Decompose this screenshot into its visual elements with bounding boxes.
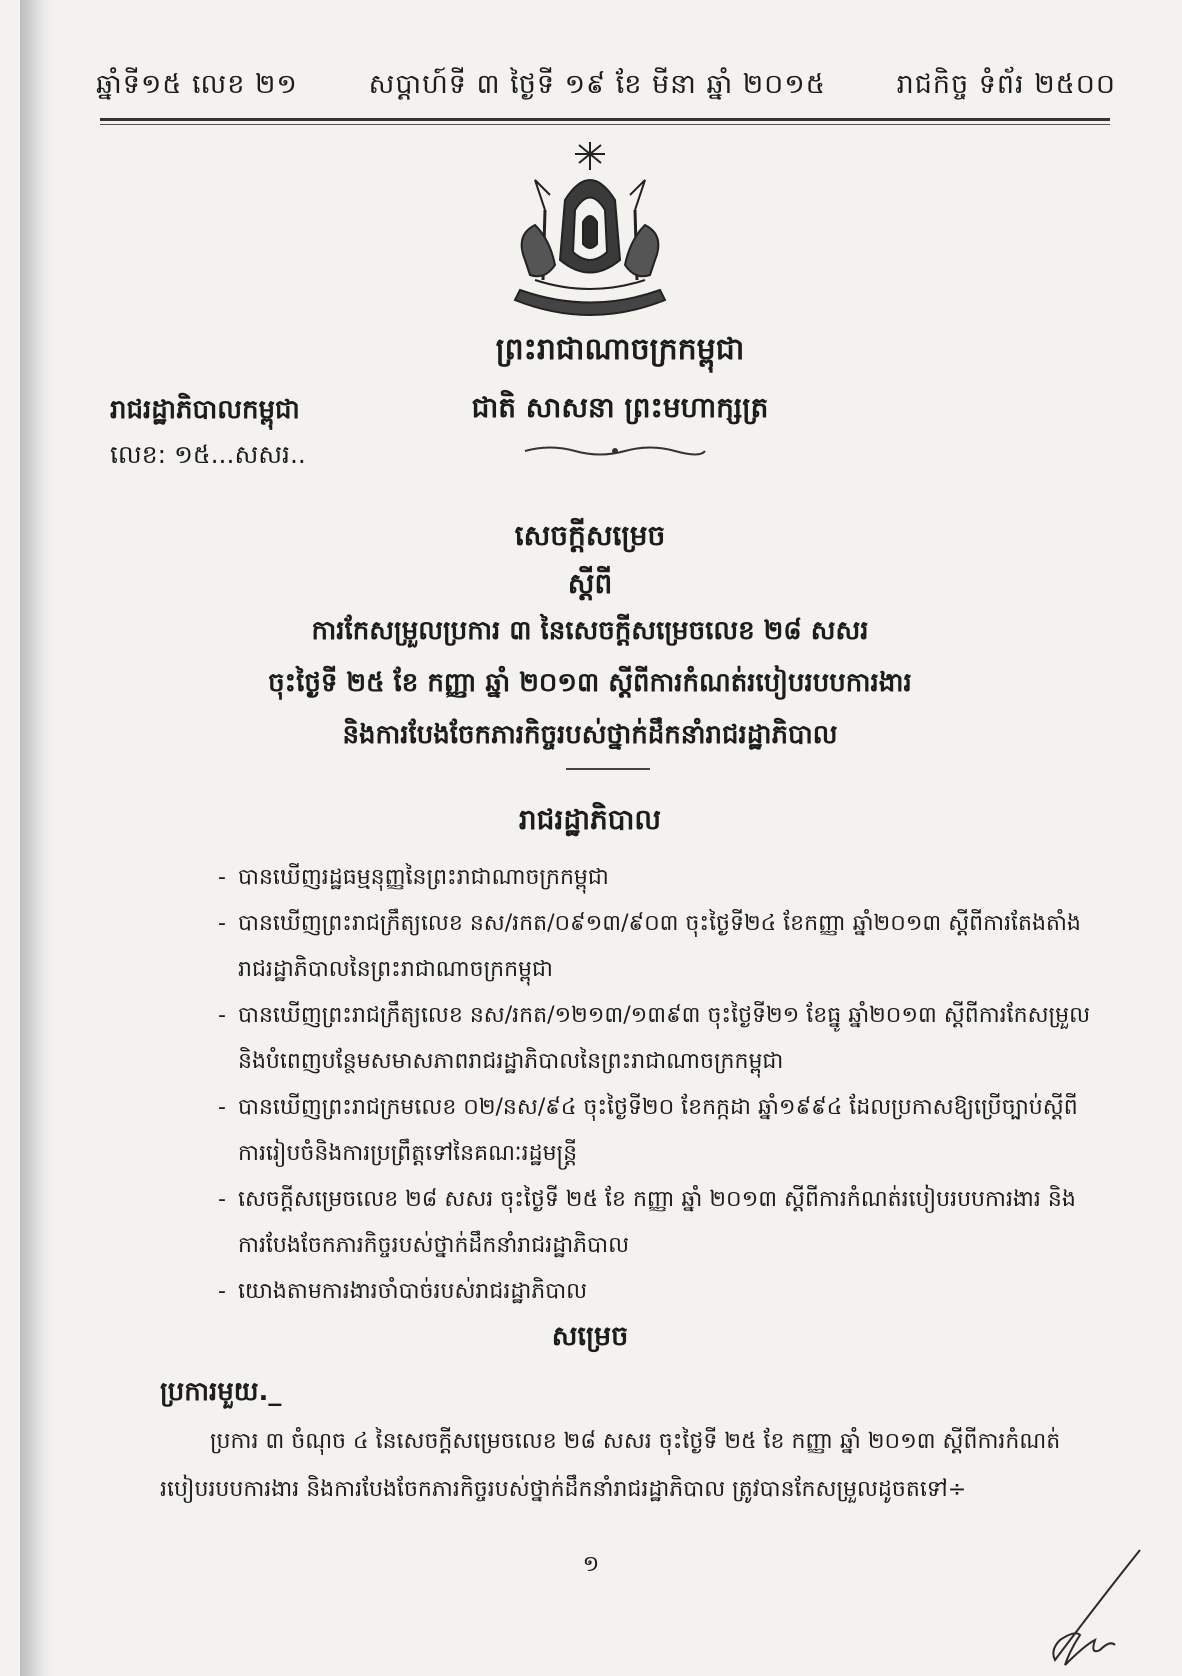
list-item: - បានឃើញព្រះរាជក្រឹត្យលេខ នស/រកត/១២១៣/១៣៩៣ ចុះថ្ងៃទី២១ ខែធ្នូ ឆ្នាំ២០១៣ ស្តីពីការកែសម្រួល និងបំពេញបន្ថែមសមាសភាពរាជរដ្ឋាភិបាលនៃព្រះរាជាណាចក្រកម្ពុជា xyxy=(218,1003,1091,1074)
scan-edge-shadow xyxy=(20,0,54,1676)
list-item: - បានឃើញរដ្ឋធម្មនុញ្ញនៃព្រះរាជាណាចក្រកម្ពុជា xyxy=(218,865,609,890)
article-body xyxy=(160,1418,1080,1514)
consideration-text: បានឃើញព្រះរាជក្រឹត្យលេខ នស/រកត/១២១៣/១៣៩៣ ចុះថ្ងៃទី២១ ខែធ្នូ ឆ្នាំ២០១៣ ស្តីពីការកែសម្រួល និងបំពេញបន្ថែមសមាសភាពរាជរដ្ឋាភិបាលនៃព្រះរាជាណាចក្រកម្ពុជា xyxy=(238,1003,1091,1074)
signature-mark-icon xyxy=(1030,1540,1160,1670)
page-number: ១ xyxy=(582,1552,600,1577)
article-heading: ប្រការមួយ._ xyxy=(160,1377,282,1407)
header-rule xyxy=(100,118,1110,121)
list-item: - បានឃើញព្រះរាជក្រឹត្យលេខ នស/រកត/០៩១៣/៩០៣ ចុះថ្ងៃទី២៤ ខែកញ្ញា ឆ្នាំ២០១៣ ស្តីពីការតែងតាំងរាជរដ្ឋាភិបាលនៃព្រះរាជាណាចក្រកម្ពុជា xyxy=(218,911,1081,982)
reference-number: លេខ: ១៥...សសរ.. xyxy=(110,440,306,469)
article-text: ប្រការ ៣ ចំណុច ៤ នៃសេចក្តីសម្រេចលេខ ២៨ សសរ ចុះថ្ងៃទី ២៥ ខែ កញ្ញា ឆ្នាំ ២០១៣ ស្តីពីការកំណត់របៀបរបបការងារ និងការបែងចែកភារកិច្ចរបស់ថ្នាក់ដឹកនាំរាជរដ្ឋាភិបាល ត្រូវបានកែសម្រួលដូចតទៅ÷ xyxy=(160,1429,1061,1502)
gazette-date: សប្តាហ៍ទី ៣ ថ្ងៃទី ១៩ ខែ មីនា ឆ្នាំ ២០១៥ xyxy=(368,69,826,100)
gazette-page: រាជកិច្ច ទំព័រ ២៥០០ xyxy=(896,69,1116,100)
list-item: - យោងតាមការងារចាំបាច់របស់រាជរដ្ឋាភិបាល xyxy=(218,1279,588,1304)
consideration-text: យោងតាមការងារចាំបាច់របស់រាជរដ្ឋាភិបាល xyxy=(238,1279,588,1304)
list-item: - សេចក្តីសម្រេចលេខ ២៨ សសរ ចុះថ្ងៃទី ២៥ ខែ កញ្ញា ឆ្នាំ ២០១៣ ស្តីពីការកំណត់របៀបរបបការងារ និងការបែងចែកភារកិច្ចរបស់ថ្នាក់ដឹកនាំរាជរដ្ឋាភិបាល xyxy=(218,1187,1076,1258)
title-line-3: និងការបែងចែកភារកិច្ចរបស់ថ្នាក់ដឹកនាំរាជរដ្ឋាភិបាល xyxy=(342,720,838,750)
title-divider xyxy=(566,768,650,770)
header-rule-thin xyxy=(100,124,1110,125)
list-item: - បានឃើញព្រះរាជក្រមលេខ ០២/នស/៩៤ ចុះថ្ងៃទី២០ ខែកក្កដា ឆ្នាំ១៩៩៤ ដែលប្រកាសឱ្យប្រើច្បាប់ស្តីពីការរៀបចំនិងការប្រព្រឹត្តទៅនៃគណៈរដ្ឋមន្ត្រី xyxy=(218,1095,1078,1166)
consideration-text: បានឃើញព្រះរាជក្រឹត្យលេខ នស/រកត/០៩១៣/៩០៣ ចុះថ្ងៃទី២៤ ខែកញ្ញា ឆ្នាំ២០១៣ ស្តីពីការតែងតាំងរាជរដ្ឋាភិបាលនៃព្រះរាជាណាចក្រកម្ពុជា xyxy=(238,911,1081,982)
ornament-divider-icon xyxy=(520,444,710,458)
consideration-text: បានឃើញរដ្ឋធម្មនុញ្ញនៃព្រះរាជាណាចក្រកម្ពុជា xyxy=(238,865,609,890)
royal-emblem-icon xyxy=(505,140,675,330)
considerations-list xyxy=(218,855,1098,1315)
consideration-text: សេចក្តីសម្រេចលេខ ២៨ សសរ ចុះថ្ងៃទី ២៥ ខែ កញ្ញា ឆ្នាំ ២០១៣ ស្តីពីការកំណត់របៀបរបបការងារ និងការបែងចែកភារកិច្ចរបស់ថ្នាក់ដឹកនាំរាជរដ្ឋាភិបាល xyxy=(238,1187,1076,1258)
document-type: សេចក្តីសម្រេច xyxy=(514,519,666,552)
title-line-2: ចុះថ្ងៃទី ២៥ ខែ កញ្ញា ឆ្នាំ ២០១៣ ស្តីពីការកំណត់របៀបរបបការងារ xyxy=(268,668,912,698)
gazette-volume: ឆ្នាំទី១៥ លេខ ២១ xyxy=(96,69,298,100)
authority-heading: រាជរដ្ឋាភិបាល xyxy=(518,803,662,836)
decision-heading: សម្រេច xyxy=(551,1321,629,1352)
document-about: ស្តីពី xyxy=(567,567,613,600)
issuer-name: រាជរដ្ឋាភិបាលកម្ពុជា xyxy=(110,395,300,425)
gazette-header xyxy=(96,68,1116,107)
national-motto: ជាតិ សាសនា ព្រះមហាក្សត្រ xyxy=(471,391,769,424)
title-line-1: ការកែសម្រួលប្រការ ៣ នៃសេចក្តីសម្រេចលេខ ២៨ សសរ xyxy=(311,616,869,646)
consideration-text: បានឃើញព្រះរាជក្រមលេខ ០២/នស/៩៤ ចុះថ្ងៃទី២០ ខែកក្កដា ឆ្នាំ១៩៩៤ ដែលប្រកាសឱ្យប្រើច្បាប់ស្តីពីការរៀបចំនិងការប្រព្រឹត្តទៅនៃគណៈរដ្ឋមន្ត្រី xyxy=(238,1095,1078,1166)
kingdom-title: ព្រះរាជាណាចក្រកម្ពុជា xyxy=(495,332,745,367)
